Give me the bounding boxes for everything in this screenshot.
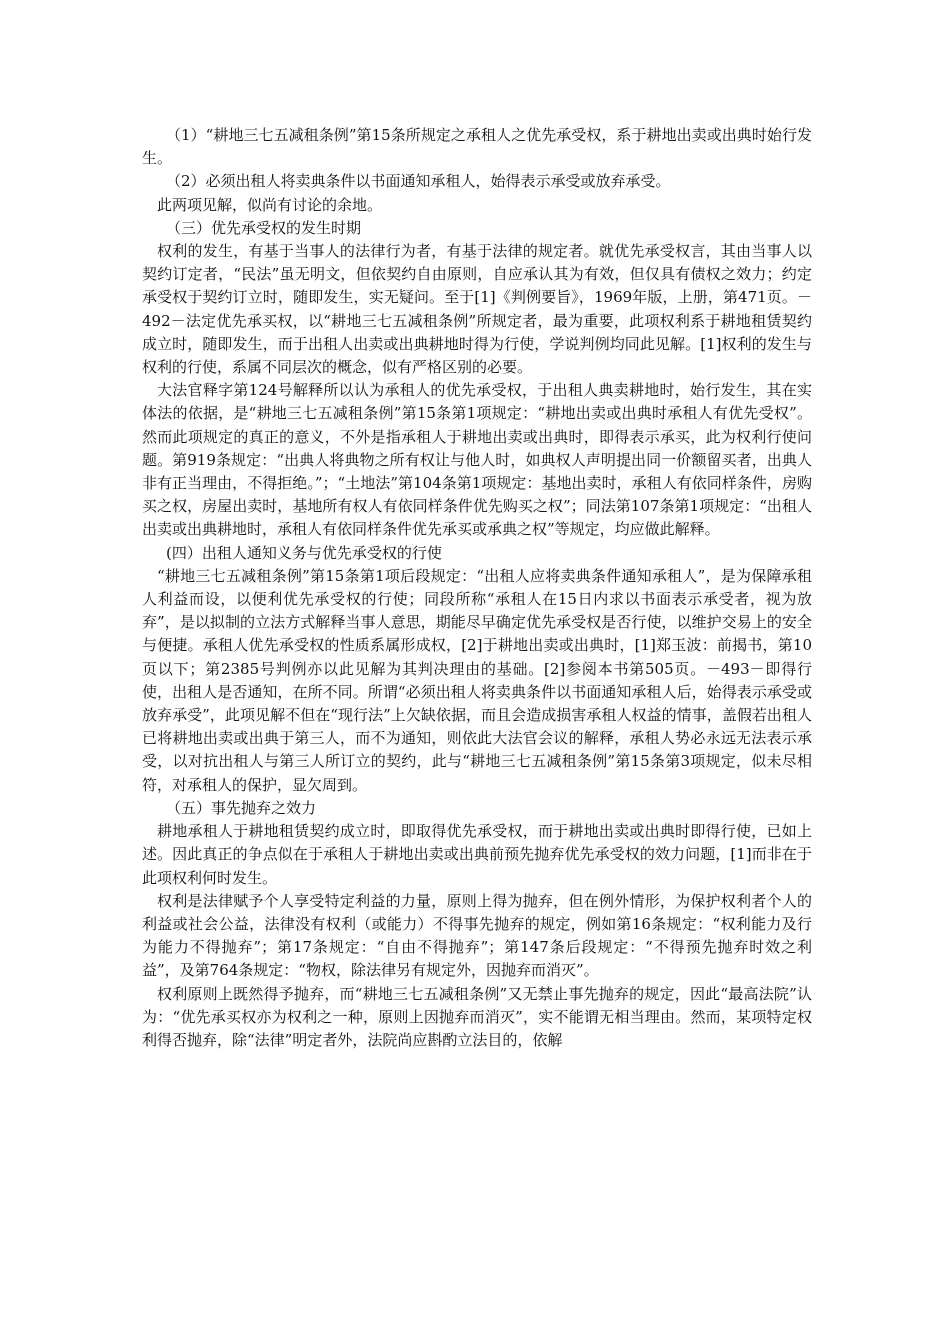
paragraph: 权利是法律赋予个人享受特定利益的力量，原则上得为抛弃，但在例外情形，为保护权利者个人的利益或社会公益，法律没有权利（或能力）不得事先抛弃的规定，例如第16条规定：“权利能力及行为能力不得抛弃”；第17条规定：“自由不得抛弃”；第147条后段规定：“不得预先抛弃时效之利益”，及第764条规定：“物权，除法律另有规定外，因抛弃而消灭”。 (142, 891, 812, 980)
paragraph: 权利的发生，有基于当事人的法律行为者，有基于法律的规定者。就优先承受权言，其由当事人以契约订定者，“民法”虽无明文，但依契约自由原则，自应承认其为有效，但仅具有债权之效力；约定承受权于契约订立时，随即发生，实无疑问。至于[1]《判例要旨》，1969年版，上册，第471页。－492－法定优先承买权，以“耕地三七五减租条例”所规定者，最为重要，此项权利系于耕地租赁契约成立时，随即发生，而于出租人出卖或出典耕地时得为行使，学说判例均同此见解。[1]权利的发生与权利的行使，系属不同层次的概念，似有严格区别的必要。 (142, 242, 812, 377)
paragraph: （1）“耕地三七五减租条例”第15条所规定之承租人之优先承受权，系于耕地出卖或出典时始行发生。 (142, 126, 812, 168)
paragraph: 耕地承租人于耕地租赁契约成立时，即取得优先承受权，而于耕地出卖或出典时即得行使，已如上述。因此真正的争点似在于承租人于耕地出卖或出典前预先抛弃优先承受权的效力问题，[1]而非在于此项权利何时发生。 (142, 822, 812, 887)
document-body (142, 124, 812, 1052)
section-heading: （三）优先承受权的发生时期 (166, 218, 362, 237)
paragraph: “耕地三七五减租条例”第15条第1项后段规定：“出租人应将卖典条件通知承租人”，是为保障承租人利益而设，以便利优先承受权的行使；同段所称“承租人在15日内求以书面表示承受者，视为放弃”，是以拟制的立法方式解释当事人意思，期能尽早确定优先承受权是否行使，以维护交易上的安全与便捷。承租人优先承受权的性质系属形成权，[2]于耕地出卖或出典时，[1]郑玉波：前揭书，第10页以下；第2385号判例亦以此见解为其判决理由的基础。[2]参阅本书第505页。－493－即得行使，出租人是否通知，在所不同。所谓“必须出租人将卖典条件以书面通知承租人后，始得表示承受或放弃承受”，此项见解不但在“现行法”上欠缺依据，而且会造成损害承租人权益的情事，盖假若出租人已将耕地出卖或出典于第三人，而不为通知，则依此大法官会议的解释，承租人势必永远无法表示承受，以对抗出租人与第三人所订立的契约，此与“耕地三七五减租条例”第15条第3项规定，似未尽相符，对承租人的保护，显欠周到。 (142, 566, 812, 794)
section-heading: (四）出租人通知义务与优先承受权的行使 (166, 543, 442, 562)
paragraph: 权利原则上既然得予抛弃，而“耕地三七五减租条例”又无禁止事先抛弃的规定，因此“最高法院”认为：“优先承买权亦为权利之一种，原则上因抛弃而消灭”，实不能谓无相当理由。然而，某项特定权利得否抛弃，除“法律”明定者外，法院尚应斟酌立法目的，依解 (142, 984, 812, 1049)
paragraph: 此两项见解，似尚有讨论的余地。 (157, 195, 383, 214)
paragraph: 大法官释字第124号解释所以认为承租人的优先承受权，于出租人典卖耕地时，始行发生，其在实体法的依据，是“耕地三七五减租条例”第15条第1项规定：“耕地出卖或出典时承租人有优先受权”。然而此项规定的真正的意义，不外是指承租人于耕地出卖或出典时，即得表示承买，此为权利行使问题。第919条规定：“出典人将典物之所有权让与他人时，如典权人声明提出同一价额留买者，出典人非有正当理由，不得拒绝。”；“土地法”第104条第1项规定：基地出卖时，承租人有依同样条件，房购买之权，房屋出卖时，基地所有权人有依同样条件优先购买之权”；同法第107条第1项规定：“出租人出卖或出典耕地时，承租人有依同样条件优先承买或承典之权”等规定，均应做此解释。 (142, 381, 812, 539)
paragraph: （2）必须出租人将卖典条件以书面通知承租人，始得表示承受或放弃承受。 (166, 172, 671, 191)
section-heading: （五）事先抛弃之效力 (166, 798, 317, 817)
